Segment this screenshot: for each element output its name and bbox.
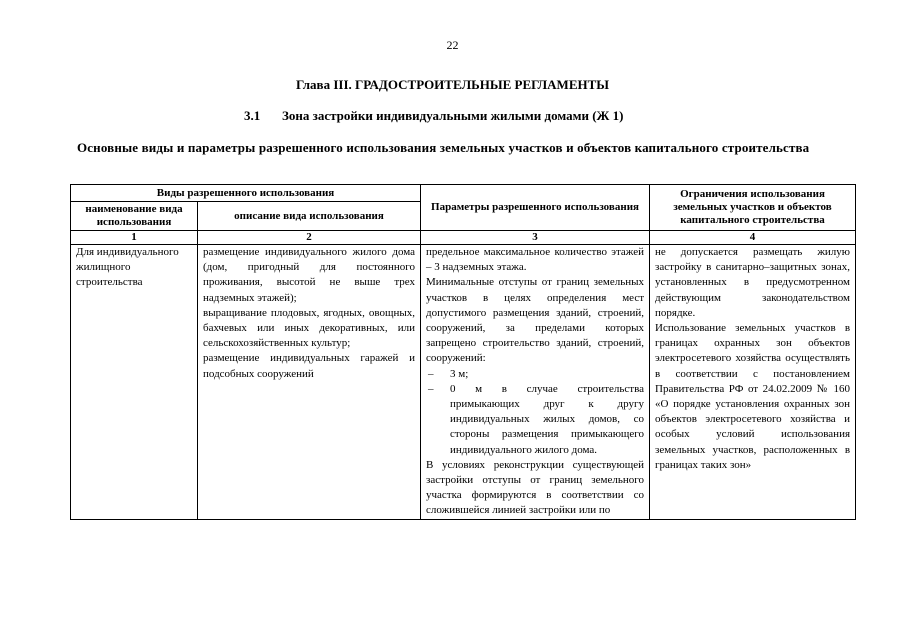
description-item: выращивание плодовых, ягодных, овощных, бахчевых или иных декоративных, или сельскохозяйственных культур; [203,306,416,350]
list-item [426,382,644,458]
table-row [71,245,856,520]
header-row-top [71,185,856,202]
table-subtitle: Основные виды и параметры разрешенного использования земельных участков и объектов капитального строительства [77,140,810,155]
section-title [244,108,623,124]
use-name-cell: Для индивидуального жилищного строительства [71,245,198,520]
list-item [426,367,644,382]
restriction-item: не допускается размещать жилую застройку в санитарно–защитных зонах, установленных в предусмотренном действующим законодательством порядке. [655,246,851,319]
regulations-table [70,184,856,520]
section-heading: Зона застройки индивидуальными жилыми домами (Ж 1) [282,108,624,123]
header-parameters: Параметры разрешенного использования [421,185,650,231]
restrictions-cell [650,245,856,520]
column-number-row [71,231,856,245]
column-number: 2 [198,231,421,245]
column-number: 1 [71,231,198,245]
column-number: 4 [650,231,856,245]
dash-bullet: – [428,382,434,395]
header-use-types: Виды разрешенного использования [71,185,421,202]
restriction-item: Использование земельных участков в границах охранных зон объектов электросетевого хозяйства осуществлять в соответствии с постановлением Правительства РФ от 24.02.2009 № 160 «О порядке установления охранных зон объектов электросетевого хозяйства и особых условий использования земельных участков, расположенных в границах таких зон» [655,322,851,471]
section-number: 3.1 [244,108,261,123]
setback-item-text: 3 м; [450,367,469,380]
chapter-title: Глава III. ГРАДОСТРОИТЕЛЬНЫЕ РЕГЛАМЕНТЫ [295,77,610,92]
header-use-description: описание вида использования [198,202,421,231]
setback-list [426,367,644,458]
column-number: 3 [421,231,650,245]
parameters-cell [421,245,650,520]
description-item: размещение индивидуальных гаражей и подсобных сооружений [203,352,416,380]
parameter-setbacks: Минимальные отступы от границ земельных участков в целях определения мест допустимого размещения зданий, строений, сооружений, за пределами которых запрещено строительство зданий, строений, сооружений: [426,276,645,365]
dash-bullet: – [428,367,434,380]
parameter-floors: предельное максимальное количество этажей – 3 надземных этажа. [426,246,645,274]
use-description-cell [198,245,421,520]
description-item: размещение индивидуального жилого дома (дом, пригодный для постоянного проживания, высотой не выше трех надземных этажей); [203,246,416,304]
page-number: 22 [446,38,459,52]
parameter-reconstruction: В условиях реконструкции существующей застройки отступы от границ земельного участка формируются в соответствии со сложившейся линией застройки или по [426,458,645,517]
header-restrictions: Ограничения использования земельных участков и объектов капитального строительства [650,185,856,231]
setback-item-text: 0 м в случае строительства примыкающих друг к другу индивидуальных жилых домов, со стороны размещения примыкающего индивидуального жилого дома. [450,382,645,456]
header-use-name: наименование вида использования [71,202,198,231]
